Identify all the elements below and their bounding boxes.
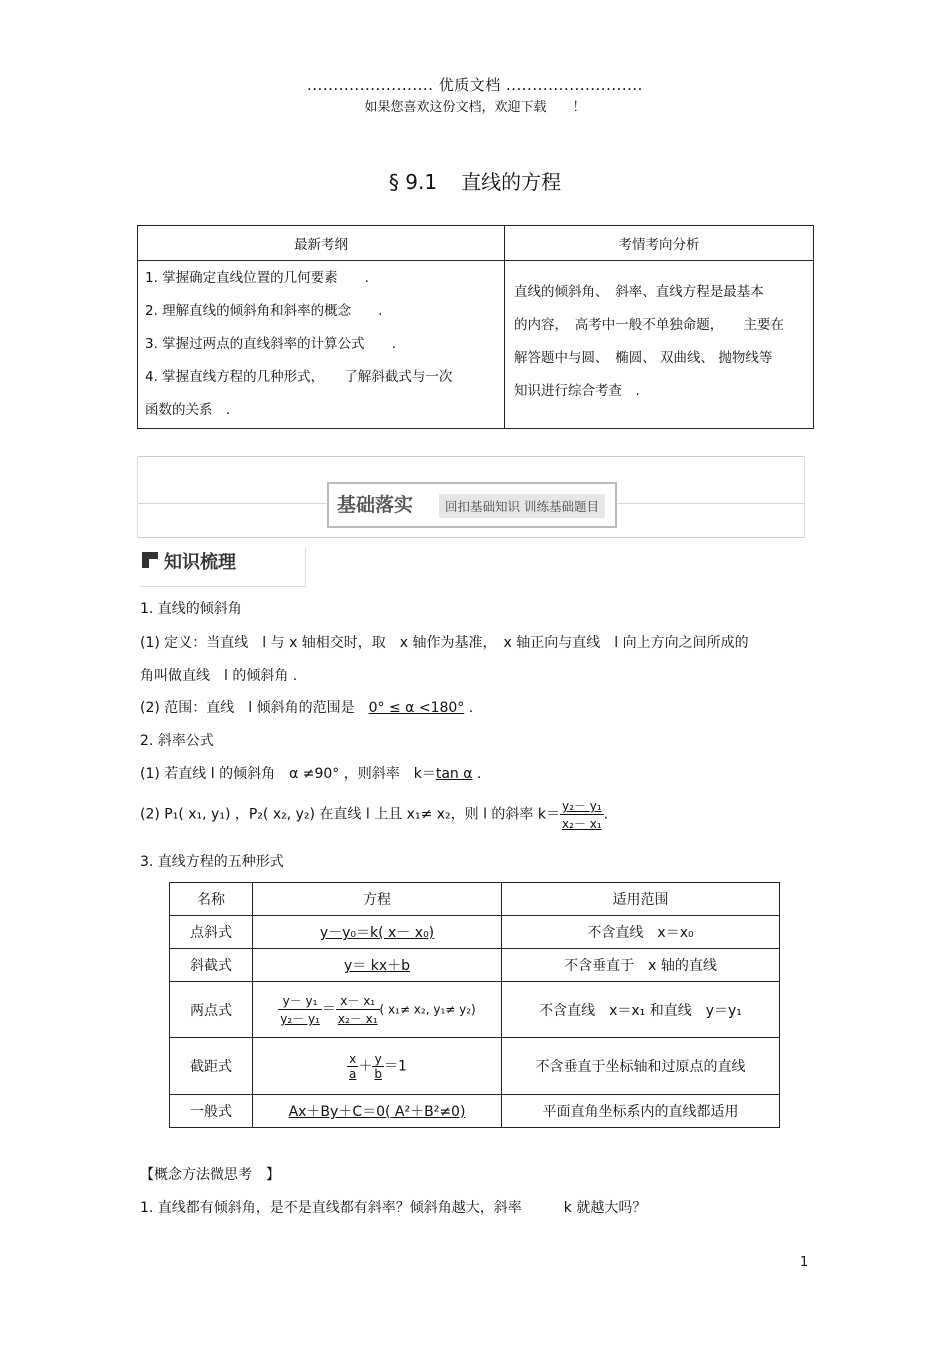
definition-line-2: 角叫做直线 l 的倾斜角 . [140,668,298,684]
think-heading: 【概念方法微思考 】 [140,1167,280,1183]
table-row: 一般式 Ax＋By＋C＝0( A²＋B²≠0) 平面直角坐标系内的直线都适用 [170,1095,780,1128]
forms-table [169,882,780,1128]
forms-header-equation: 方程 [253,883,502,916]
heading-forms: 3. 直线方程的五种形式 [140,854,284,870]
analysis-line: 解答题中与圆、 椭圆、 双曲线、 抛物线等 [514,350,773,366]
intercept-equation: $\frac{x}{a}$ ＋ $\frac{y}{b}$ ＝1 [253,1038,502,1095]
knowledge-heading-text: 知识梳理 [164,552,236,573]
table-row: 点斜式 y－y₀＝k( x－ x₀) 不含直线 x＝x₀ [170,916,780,949]
slope-intercept-equation: y＝ kx＋b [343,958,410,974]
range-text: (2) 范围：直线 l 倾斜角的范围是 [140,700,369,716]
outline-item: 2. 理解直线的倾斜角和斜率的概念 . [145,303,383,319]
section-name: 直线的方程 [461,170,562,194]
analysis-line: 直线的倾斜角、 斜率、直线方程是最基本 [514,284,764,300]
header-line: ........................ 优质文档 .......................... [307,76,643,94]
outline-item: 函数的关系 . [145,402,231,418]
section-number: § 9.1 [388,170,438,194]
point-slope-equation: y－y₀＝k( x－ x₀) [319,925,435,941]
header-subline: 如果您喜欢这份文档，欢迎下载 ！ [364,100,586,115]
page-number: 1 [800,1255,809,1270]
slope-fraction: $\frac{\text{y₂－ y₁}}{\text{x₂－ x₁}}$ [562,799,602,831]
range-line: (2) 范围：直线 l 倾斜角的范围是 0° ≤ α <180° . [140,700,474,716]
slope-line-1: (1) 若直线 l 的倾斜角 α ≠90° ，则斜率 k＝tan α . [140,766,482,782]
outline-col2-header: 考情考向分析 [505,226,814,261]
heading-slope: 2. 斜率公式 [140,733,214,749]
slope-text: (1) 若直线 l 的倾斜角 α ≠90° ，则斜率 k＝ [140,766,436,782]
section-banner [137,456,805,538]
table-row: 斜截式 y＝ kx＋b 不含垂直于 x 轴的直线 [170,949,780,982]
forms-header-range: 适用范围 [502,883,780,916]
outline-item: 3. 掌握过两点的直线斜率的计算公式 . [145,336,396,352]
analysis-text [506,262,812,408]
forms-header-name: 名称 [170,883,253,916]
banner-title: 基础落实 [337,494,414,516]
outline-items-cell [138,261,505,429]
outline-col1-header: 最新考纲 [138,226,505,261]
outline-items [139,262,503,427]
heading-inclination: 1. 直线的倾斜角 [140,601,242,617]
slope-line-2: (2) P₁( x₁, y₁) ，P₂( x₂, y₂) 在直线 l 上且 x₁≠ x₂，则 l 的斜率 k＝ $\frac{\text{y₂－ y₁}}{\text{x₂－ x₁}}$ . [140,799,609,831]
definition-line-1: (1) 定义：当直线 l 与 x 轴相交时，取 x 轴作为基准， x 轴正向与直线 l 向上方向之间所成的 [140,635,749,651]
analysis-cell [505,261,814,429]
page-title [0,166,950,195]
banner-box [327,482,617,528]
two-point-equation: $\frac{\text{y－ y₁}}{\text{y₂－ y₁}}$ ＝ $\frac{\text{x－ x₁}}{\text{x₂－ x₁}}$ ( x₁≠ x₂, y₁≠ y₂) [253,982,502,1038]
outline-table [137,225,814,429]
think-question-1: 1. 直线都有倾斜角，是不是直线都有斜率？倾斜角越大，斜率 k 就越大吗？ [140,1200,647,1216]
analysis-line: 的内容， 高考中一般不单独命题， 主要在 [514,317,784,333]
table-row: 截距式 $\frac{x}{a}$ ＋ $\frac{y}{b}$ ＝1 不含垂直于坐标轴和过原点的直线 [170,1038,780,1095]
analysis-line: 知识进行综合考查 . [514,383,640,399]
slope-answer: tan α [435,766,473,782]
table-row: 两点式 $\frac{\text{y－ y₁}}{\text{y₂－ y₁}}$ ＝ $\frac{\text{x－ x₁}}{\text{x₂－ x₁}}$ ( x₁≠ x₂, y₁≠ y₂) 不含直线 x＝x₁ 和直线 y＝y₁ [170,982,780,1038]
two-point-text: (2) P₁( x₁, y₁) ，P₂( x₂, y₂) 在直线 l 上且 x₁≠ x₂，则 l 的斜率 k＝ [140,806,560,823]
general-equation: Ax＋By＋C＝0( A²＋B²≠0) [288,1104,466,1120]
knowledge-heading [140,548,306,587]
outline-item: 1. 掌握确定直线位置的几何要素 . [145,270,369,286]
banner-subtitle: 回扣基础知识 训练基础题目 [439,494,605,518]
range-answer: 0° ≤ α <180° [368,700,465,716]
outline-item: 4. 掌握直线方程的几种形式， 了解斜截式与一次 [145,369,453,385]
